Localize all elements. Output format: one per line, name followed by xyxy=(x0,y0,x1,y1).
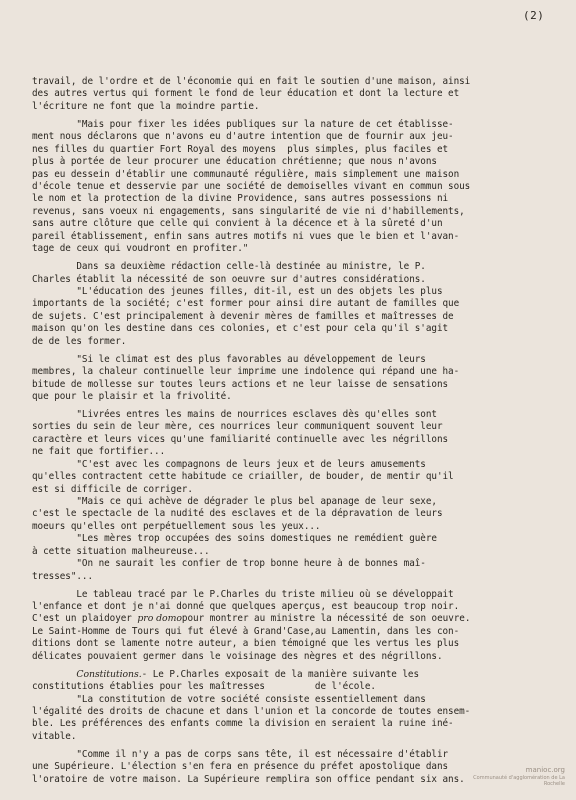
line-text: pareil établissement, enfin sans autres motifs ni vues que le bien et l'avan- xyxy=(32,230,460,242)
line-text: travail, de l'ordre et de l'économie qui en fait le soutien d'une maison, ainsi xyxy=(32,76,471,87)
line-text: "Livrées entres les mains de nourrices esclaves dès qu'elles sont xyxy=(32,408,437,420)
text-line xyxy=(32,731,554,743)
text-line xyxy=(32,718,554,730)
text-line xyxy=(32,601,554,613)
document-body xyxy=(32,76,554,786)
line-text: l'égalité des droits de chacune et dans l'union et la concorde de toutes ensem- xyxy=(32,706,471,717)
text-line xyxy=(32,459,554,471)
text-line xyxy=(32,434,554,446)
line-text: qu'elles contractent cette habitude ce criailler, de bouder, de mentir qu'il xyxy=(32,471,454,483)
text-line xyxy=(32,446,554,458)
text-line xyxy=(32,558,554,570)
line-text: Dans sa deuxième rédaction celle-là destinée au ministre, le P. xyxy=(32,261,426,273)
text-line xyxy=(32,88,554,100)
line-text: importants de la société; c'est former pour ainsi dire autant de familles que xyxy=(32,298,460,310)
line-text: l'enfance et dont je n'ai donné que quelques aperçus, est beaucoup trop noir. xyxy=(32,601,460,612)
text-line xyxy=(32,626,554,638)
emphasis-text: Constitutions. xyxy=(76,668,142,680)
text-line xyxy=(32,76,554,88)
text-line xyxy=(32,706,554,718)
line-text: ne fait que fortifier... xyxy=(32,446,166,458)
text-line xyxy=(32,421,554,433)
line-text: des autres vertus qui forment le fond de leur éducation et dont la lecture et xyxy=(32,88,460,100)
line-text: l'écriture ne font que la moindre partie. xyxy=(32,100,260,112)
line-text: tresses"... xyxy=(32,570,94,582)
line-text: C'est un plaidoyer xyxy=(32,613,138,625)
text-line xyxy=(32,694,554,706)
line-text: tage de ceux qui voudront en profiter." xyxy=(32,243,249,255)
line-text: sans autre clôture que celle qui convient à la décence et à la sûreté d'un xyxy=(32,218,443,230)
line-text xyxy=(32,669,76,680)
line-text: sorties du sein de leur mère, ces nourrices leur communiquent souvent leur xyxy=(32,421,443,433)
text-line xyxy=(32,613,554,625)
text-line xyxy=(32,193,554,205)
line-text: vitable. xyxy=(32,730,77,742)
page-number: (2) xyxy=(523,9,545,22)
text-line xyxy=(32,274,554,286)
line-text: nes filles du quartier Fort Royal des moyens plus simples, plus faciles et xyxy=(32,143,449,155)
text-line xyxy=(32,261,554,273)
line-text: "Les mères trop occupées des soins domestiques ne remédient guère xyxy=(32,533,437,545)
text-line xyxy=(32,336,554,348)
text-line xyxy=(32,379,554,391)
line-text: l'oratoire de votre maison. La Supérieure remplira son office pendant six ans. xyxy=(32,773,465,785)
line-text: pas eu dessein d'établir une communauté régulière, mais simplement une maison xyxy=(32,168,460,180)
line-text: maison qu'on les destine dans ces colonies, et c'est pour cela qu'il s'agit xyxy=(32,323,449,335)
line-text: pour montrer au ministre la nécessité de son oeuvre. xyxy=(181,613,471,625)
line-text: bitude de mollesse sur toutes leurs actions et ne leur laisse de sensations xyxy=(32,378,449,390)
line-text: "C'est avec les compagnons de leurs jeux et de leurs amusements xyxy=(32,458,426,470)
line-text: "Mais ce qui achève de dégrader le plus bel apanage de leur sexe, xyxy=(32,496,437,507)
text-line xyxy=(32,521,554,533)
line-text: "Mais pour fixer les idées publiques sur la nature de cet établisse- xyxy=(32,118,454,130)
text-line xyxy=(32,409,554,421)
text-line xyxy=(32,298,554,310)
text-line xyxy=(32,638,554,650)
line-text: ditions dont se lamente notre auteur, a bien témoigné que les vertus les plus xyxy=(32,638,460,650)
line-text: ment nous déclarons que n'avons eu d'autre intention que de fournir aux jeu- xyxy=(32,131,454,143)
text-line xyxy=(32,354,554,366)
line-text: le nom et la protection de la divine Providence, sans autres possessions ni xyxy=(32,193,449,205)
text-line xyxy=(32,571,554,583)
line-text: Charles établit la nécessité de son oeuvre sur d'autres considérations. xyxy=(32,273,426,285)
text-line xyxy=(32,231,554,243)
text-line xyxy=(32,484,554,496)
line-text: de de les former. xyxy=(32,335,127,347)
text-line xyxy=(32,749,554,761)
line-text: plus à portée de leur procurer une éducation chrétienne; que nous n'avons xyxy=(32,156,449,168)
text-line xyxy=(32,651,554,663)
text-line xyxy=(32,471,554,483)
text-line xyxy=(32,119,554,131)
watermark-credit: Communauté d'agglomération de La Rochelle xyxy=(473,775,565,787)
text-line xyxy=(32,323,554,335)
text-line xyxy=(32,533,554,545)
line-text: ble. Les préférences des enfants comme la division en seraient la ruine iné- xyxy=(32,718,454,730)
line-text: "La constitution de votre société consiste essentiellement dans xyxy=(32,693,426,705)
line-text: de sujets. C'est principalement à devenir mères de familles et maîtresses de xyxy=(32,310,454,322)
line-text: - Le P.Charles exposait de la manière suivante les xyxy=(141,668,419,680)
text-line xyxy=(32,101,554,113)
text-line xyxy=(32,366,554,378)
text-line xyxy=(32,181,554,193)
line-text: que pour le plaisir et la frivolité. xyxy=(32,391,232,402)
line-text: d'école tenue et desservie par une société de demoiselles vivant en commun sous xyxy=(32,181,471,192)
text-line xyxy=(32,286,554,298)
line-text: c'est le spectacle de la nudité des esclaves et de la dépravation de leurs xyxy=(32,508,443,520)
text-line xyxy=(32,311,554,323)
text-line xyxy=(32,496,554,508)
text-line xyxy=(32,546,554,558)
text-line xyxy=(32,508,554,520)
text-line xyxy=(32,131,554,143)
line-text: est si difficile de corriger. xyxy=(32,483,193,495)
text-line xyxy=(32,218,554,230)
line-text: moeurs qu'elles ont perpétuellement sous les yeux... xyxy=(32,520,321,532)
line-text: à cette situation malheureuse... xyxy=(32,545,210,557)
text-line xyxy=(32,243,554,255)
text-line xyxy=(32,169,554,181)
line-text: Le tableau tracé par le P.Charles du triste milieu où se développait xyxy=(32,588,454,600)
emphasis-text: pro domo xyxy=(137,613,182,625)
line-text: constitutions établies pour les maîtresses de l'école. xyxy=(32,681,376,693)
text-line xyxy=(32,391,554,403)
watermark-url: manioc.org xyxy=(525,766,565,774)
text-line xyxy=(32,681,554,693)
line-text: "Si le climat est des plus favorables au développement de leurs xyxy=(32,353,426,365)
source-watermark xyxy=(455,766,565,787)
line-text: membres, la chaleur continuelle leur imprime une indolence qui répand une ha- xyxy=(32,366,460,378)
text-line xyxy=(32,589,554,601)
line-text: "Comme il n'y a pas de corps sans tête, il est nécessaire d'établir xyxy=(32,748,449,760)
line-text: caractère et leurs vices qu'une familiarité continuelle avec les négrillons xyxy=(32,433,449,445)
line-text: revenus, sans voeux ni engagements, sans singularité de vie ni d'habillements, xyxy=(32,205,465,217)
line-text: Le Saint-Homme de Tours qui fut élevé à Grand'Case,au Lamentin, dans les con- xyxy=(32,625,460,637)
line-text: "L'éducation des jeunes filles, dit-il, est un des objets les plus xyxy=(32,286,443,297)
text-line xyxy=(32,206,554,218)
text-line xyxy=(32,669,554,681)
line-text: délicates pouvaient germer dans le voisinage des nègres et des négrillons. xyxy=(32,650,443,662)
line-text: "On ne saurait les confier de trop bonne heure à de bonnes maî- xyxy=(32,558,426,570)
text-line xyxy=(32,156,554,168)
text-line xyxy=(32,144,554,156)
line-text: une Supérieure. L'élection s'en fera en présence du préfet apostolique dans xyxy=(32,761,449,773)
